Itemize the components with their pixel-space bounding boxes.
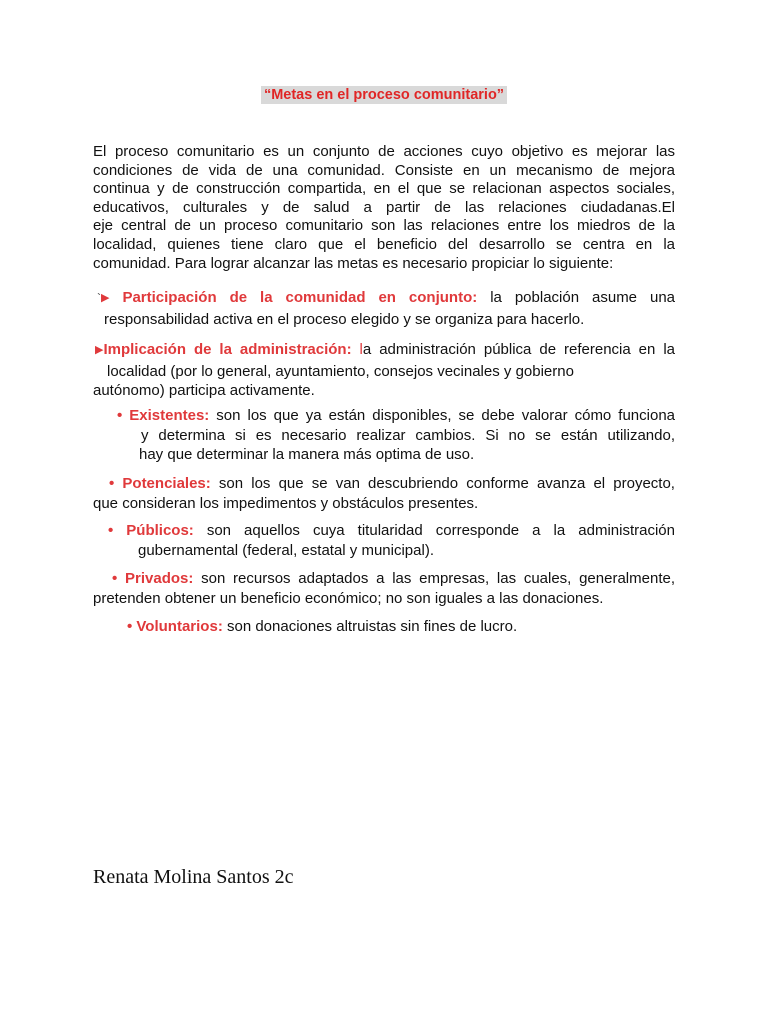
existentes-block — [117, 406, 675, 465]
intro-line: localidad, quienes tiene claro que el beneficio del desarrollo se centra en la — [93, 235, 675, 253]
page-title: “Metas en el proceso comunitario” — [261, 86, 507, 104]
potenciales-label: • Potenciales: — [109, 475, 211, 492]
intro-line: El proceso comunitario es un conjunto de acciones cuyo objetivo es mejorar las — [93, 143, 675, 160]
voluntarios-line — [127, 617, 675, 637]
privados-text: son recursos adaptados a las empresas, las cuales, generalmente, — [193, 570, 675, 587]
existentes-label: • Existentes: — [117, 407, 210, 424]
signature: Renata Molina Santos 2c — [93, 866, 294, 888]
implicacion-line: autónomo) participa activamente. — [93, 382, 315, 399]
implicacion-text: a administración pública de referencia en la — [362, 341, 675, 358]
intro-line-tail: El — [661, 198, 675, 216]
participacion-line: responsabilidad activa en el proceso elegido y se organiza para hacerlo. — [104, 310, 585, 328]
voluntarios-block — [127, 617, 675, 637]
privados-block — [93, 569, 675, 608]
intro-line: continua y de construcción compartida, en el que se relacionan aspectos sociales, — [93, 180, 675, 198]
participacion-block — [97, 288, 675, 329]
potenciales-line: que consideran los impedimentos y obstáculos presentes. — [93, 494, 479, 512]
existentes-line: hay que determinar la manera más optima de uso. — [139, 446, 475, 463]
publicos-text: son aquellos cuya titularidad corresponde a la administración — [193, 522, 675, 539]
implicacion-line — [95, 340, 675, 362]
potenciales-line — [93, 474, 675, 494]
intro-line: eje central de un proceso comunitario son las relaciones entre los miedros de la — [93, 217, 675, 235]
potenciales-text: son los que se van descubriendo conforme avanza el proyecto, — [210, 475, 675, 492]
implicacion-block — [95, 340, 675, 401]
publicos-line: gubernamental (federal, estatal y municipal). — [138, 541, 434, 559]
privados-label: • Privados: — [112, 570, 194, 587]
voluntarios-text: son donaciones altruistas sin fines de lucro. — [222, 618, 518, 635]
voluntarios-label: • Voluntarios: — [127, 618, 223, 635]
intro-line: condiciones de vida de una comunidad. Consiste en un mecanismo de mejora — [93, 161, 675, 179]
tick-mark: ` — [97, 291, 101, 305]
arrow-bullet-icon: ▶ — [101, 292, 110, 304]
arrow-bullet-icon: ▶ — [95, 344, 104, 356]
publicos-line — [108, 521, 675, 541]
implicacion-first-char: l — [359, 341, 363, 358]
potenciales-block — [93, 474, 675, 513]
participacion-label: Participación de la comunidad en conjunto: — [122, 289, 478, 306]
intro-paragraph — [93, 143, 675, 273]
participacion-line — [97, 288, 675, 310]
intro-line: comunidad. Para lograr alcanzar las metas es necesario propiciar lo siguiente: — [93, 254, 614, 272]
publicos-block — [108, 521, 675, 560]
existentes-line — [117, 406, 675, 426]
participacion-text: la población asume una — [477, 289, 676, 306]
intro-line-text: educativos, culturales y de salud a partir de las relaciones ciudadanas. — [93, 198, 662, 216]
privados-line: pretenden obtener un beneficio económico; no son iguales a las donaciones. — [93, 589, 604, 607]
existentes-text: son los que ya están disponibles, se debe valorar cómo funciona — [209, 407, 675, 424]
publicos-label: • Públicos: — [108, 522, 194, 539]
existentes-line: y determina si es necesario realizar cambios. Si no se están utilizando, — [141, 426, 675, 444]
intro-line — [93, 199, 675, 218]
implicacion-label: Implicación de la administración: — [103, 341, 360, 358]
implicacion-line: localidad (por lo general, ayuntamiento, consejos vecinales y gobierno — [107, 362, 574, 380]
title-container — [0, 86, 768, 104]
privados-line — [93, 569, 675, 589]
